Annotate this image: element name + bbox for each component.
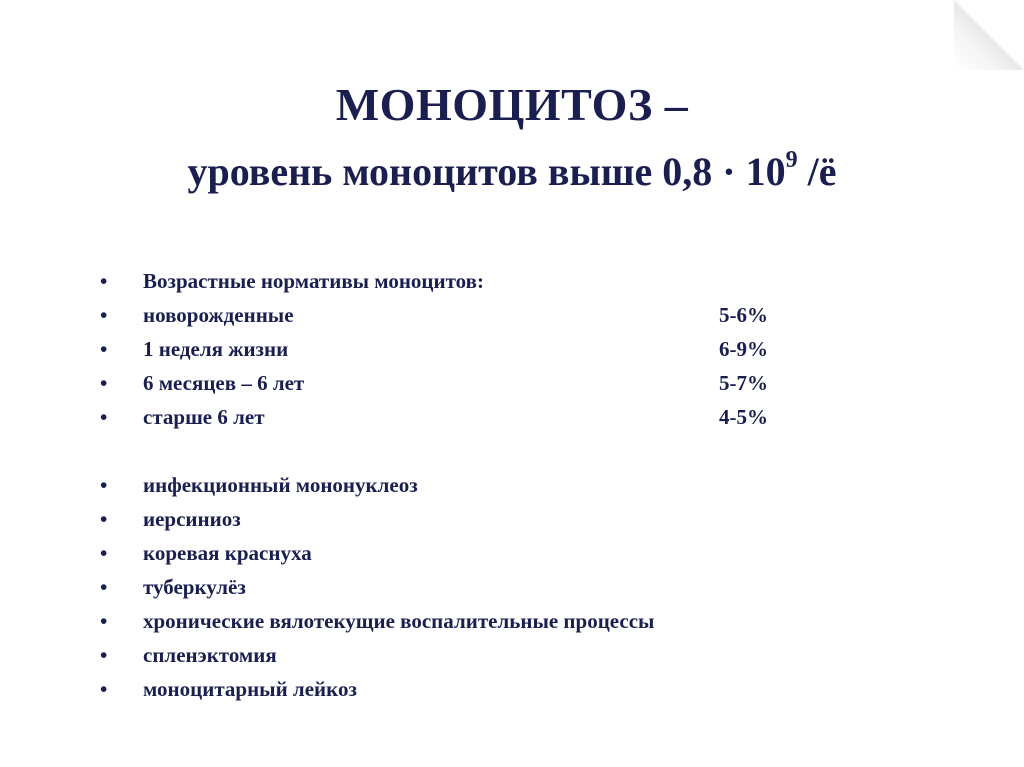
norm-value: 5-6% <box>719 303 768 327</box>
bullet: • <box>100 405 108 429</box>
bullet: • <box>100 609 108 633</box>
slide-subtitle <box>0 147 1024 194</box>
norm-value: 4-5% <box>719 405 768 429</box>
cause-item: иерсиниоз <box>143 507 241 531</box>
cause-item: коревая краснуха <box>143 541 312 565</box>
norm-value: 6-9% <box>719 337 768 361</box>
norms-heading: Возрастные нормативы моноцитов: <box>143 269 484 293</box>
subtitle-exponent: 9 <box>785 147 798 173</box>
cause-item: хронические вялотекущие воспалительные процессы <box>143 609 655 633</box>
bullet: • <box>100 303 108 327</box>
slide-title: МОНОЦИТОЗ – <box>335 79 689 130</box>
subtitle-text: уровень моноцитов выше 0,8 · 10 <box>187 149 786 194</box>
bullet: • <box>100 473 108 497</box>
norm-value: 5-7% <box>719 371 768 395</box>
page-curl-decoration <box>954 0 1024 70</box>
norm-label: старше 6 лет <box>143 405 265 429</box>
bullet: • <box>100 677 108 701</box>
bullet: • <box>100 507 108 531</box>
cause-item: моноцитарный лейкоз <box>143 677 357 701</box>
cause-item: спленэктомия <box>143 643 277 667</box>
bullet: • <box>100 371 108 395</box>
bullet: • <box>100 269 108 293</box>
cause-item: туберкулёз <box>143 575 246 599</box>
bullet: • <box>100 541 108 565</box>
bullet: • <box>100 643 108 667</box>
cause-item: инфекционный мононуклеоз <box>143 473 418 497</box>
norm-label: новорожденные <box>143 303 294 327</box>
subtitle-unit: /ё <box>797 149 837 194</box>
bullet: • <box>100 575 108 599</box>
norm-label: 6 месяцев – 6 лет <box>143 371 305 395</box>
bullet: • <box>100 337 108 361</box>
norm-label: 1 неделя жизни <box>143 337 289 361</box>
